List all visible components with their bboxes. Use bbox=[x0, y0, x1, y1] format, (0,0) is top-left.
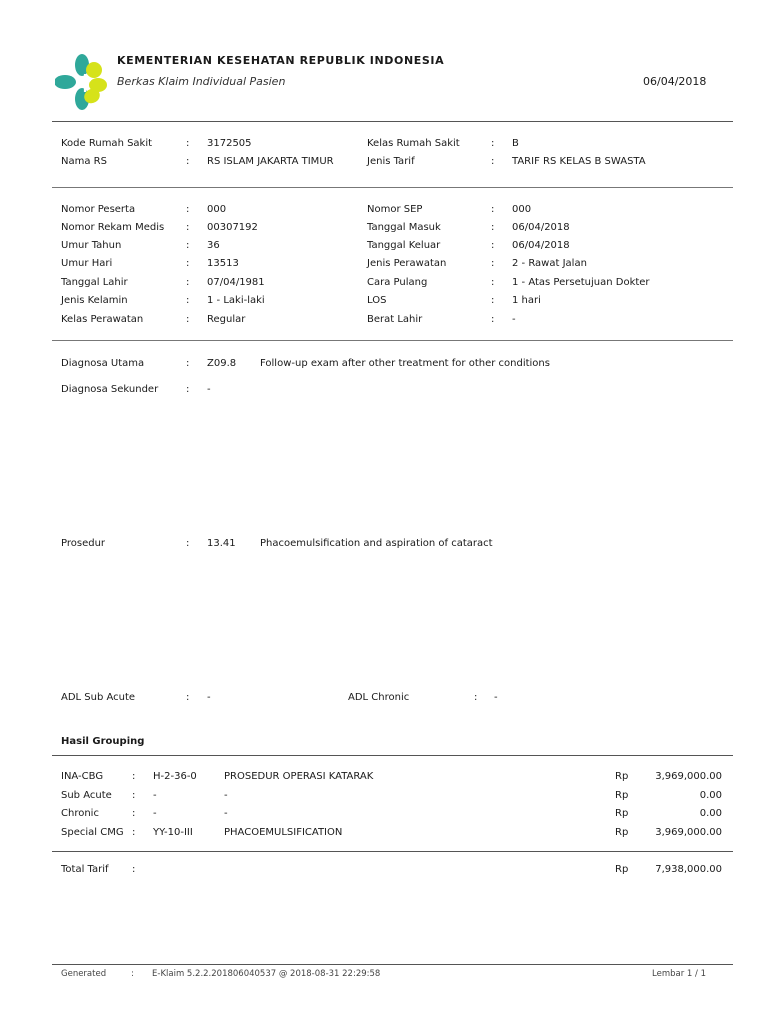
field-label: Jenis Tarif bbox=[367, 156, 415, 167]
field-value: 06/04/2018 bbox=[512, 222, 570, 233]
header-subtitle: Berkas Klaim Individual Pasien bbox=[117, 75, 286, 88]
field-label: Tanggal Keluar bbox=[367, 240, 441, 251]
field-label: Umur Tahun bbox=[61, 240, 122, 251]
header-date: 06/04/2018 bbox=[643, 75, 707, 88]
grouping-row-desc: - bbox=[224, 790, 228, 801]
field-value: 3172505 bbox=[207, 138, 252, 149]
field-label: Cara Pulang bbox=[367, 277, 428, 288]
total-label: Total Tarif bbox=[61, 864, 109, 875]
field-label: Jenis Perawatan bbox=[367, 258, 447, 269]
field-label: Jenis Kelamin bbox=[61, 295, 128, 306]
field-value: 2 - Rawat Jalan bbox=[512, 258, 587, 269]
field-label: Kelas Rumah Sakit bbox=[367, 138, 460, 149]
colon: : bbox=[132, 827, 136, 838]
colon: : bbox=[491, 156, 495, 167]
colon: : bbox=[491, 295, 495, 306]
diagnosis-primary-code: Z09.8 bbox=[207, 358, 237, 369]
colon: : bbox=[186, 222, 190, 233]
field-value: 000 bbox=[207, 204, 227, 215]
grouping-row-currency: Rp bbox=[615, 827, 629, 838]
field-value: 1 - Laki-laki bbox=[207, 295, 265, 306]
field-label: Nama RS bbox=[61, 156, 107, 167]
grouping-row-label: INA-CBG bbox=[61, 771, 104, 782]
grouping-row-currency: Rp bbox=[615, 808, 629, 819]
total-amount: 7,938,000.00 bbox=[655, 864, 722, 875]
grouping-row-desc: - bbox=[224, 808, 228, 819]
colon: : bbox=[186, 204, 190, 215]
total-currency: Rp bbox=[615, 864, 629, 875]
colon: : bbox=[186, 295, 190, 306]
colon: : bbox=[132, 808, 136, 819]
field-value: 00307192 bbox=[207, 222, 258, 233]
colon: : bbox=[474, 692, 478, 703]
footer-generated-label: Generated bbox=[61, 969, 107, 979]
field-label: Tanggal Lahir bbox=[61, 277, 128, 288]
diagnosis-secondary-value: - bbox=[207, 384, 211, 395]
field-value: 36 bbox=[207, 240, 220, 251]
grouping-row-code: H-2-36-0 bbox=[153, 771, 197, 782]
footer-page: Lembar 1 / 1 bbox=[652, 969, 706, 979]
colon: : bbox=[131, 969, 134, 979]
grouping-row-label: Special CMG bbox=[61, 827, 124, 838]
field-label: Nomor Peserta bbox=[61, 204, 136, 215]
colon: : bbox=[491, 240, 495, 251]
diagnosis-secondary-label: Diagnosa Sekunder bbox=[61, 384, 159, 395]
grouping-row-amount: 3,969,000.00 bbox=[655, 771, 722, 782]
divider bbox=[52, 851, 733, 852]
field-value: 06/04/2018 bbox=[512, 240, 570, 251]
colon: : bbox=[186, 358, 190, 369]
grouping-row-desc: PHACOEMULSIFICATION bbox=[224, 827, 343, 838]
field-value: 000 bbox=[512, 204, 532, 215]
divider bbox=[52, 121, 733, 122]
field-value: 07/04/1981 bbox=[207, 277, 265, 288]
colon: : bbox=[186, 138, 190, 149]
field-label: Nomor Rekam Medis bbox=[61, 222, 165, 233]
footer-divider bbox=[52, 964, 733, 965]
field-label: Tanggal Masuk bbox=[367, 222, 441, 233]
grouping-row-amount: 0.00 bbox=[699, 790, 722, 801]
field-value: - bbox=[512, 314, 516, 325]
diagnosis-primary-desc: Follow-up exam after other treatment for other conditions bbox=[260, 358, 550, 369]
field-value: RS ISLAM JAKARTA TIMUR bbox=[207, 156, 334, 167]
colon: : bbox=[186, 384, 190, 395]
grouping-row-label: Chronic bbox=[61, 808, 99, 819]
colon: : bbox=[491, 314, 495, 325]
colon: : bbox=[132, 790, 136, 801]
field-label: Kode Rumah Sakit bbox=[61, 138, 153, 149]
colon: : bbox=[186, 240, 190, 251]
grouping-row-amount: 0.00 bbox=[699, 808, 722, 819]
adl-sub-acute-value: - bbox=[207, 692, 211, 703]
adl-chronic-label: ADL Chronic bbox=[348, 692, 410, 703]
colon: : bbox=[186, 692, 190, 703]
divider bbox=[52, 340, 733, 341]
colon: : bbox=[491, 277, 495, 288]
colon: : bbox=[132, 864, 136, 875]
footer-generated-value: E-Klaim 5.2.2.201806040537 @ 2018-08-31 22:29:58 bbox=[152, 969, 381, 979]
colon: : bbox=[491, 204, 495, 215]
field-label: Berat Lahir bbox=[367, 314, 423, 325]
grouping-row-code: - bbox=[153, 808, 157, 819]
field-value: Regular bbox=[207, 314, 246, 325]
grouping-row-currency: Rp bbox=[615, 771, 629, 782]
grouping-title: Hasil Grouping bbox=[61, 736, 145, 747]
field-label: LOS bbox=[367, 295, 387, 306]
grouping-row-label: Sub Acute bbox=[61, 790, 112, 801]
colon: : bbox=[186, 258, 190, 269]
colon: : bbox=[491, 222, 495, 233]
grouping-row-amount: 3,969,000.00 bbox=[655, 827, 722, 838]
colon: : bbox=[186, 314, 190, 325]
grouping-row-code: YY-10-III bbox=[153, 827, 193, 838]
diagnosis-primary-label: Diagnosa Utama bbox=[61, 358, 145, 369]
field-value: B bbox=[512, 138, 519, 149]
field-value: 13513 bbox=[207, 258, 239, 269]
grouping-row-currency: Rp bbox=[615, 790, 629, 801]
grouping-row-desc: PROSEDUR OPERASI KATARAK bbox=[224, 771, 374, 782]
adl-chronic-value: - bbox=[494, 692, 498, 703]
colon: : bbox=[132, 771, 136, 782]
procedure-label: Prosedur bbox=[61, 538, 106, 549]
field-label: Umur Hari bbox=[61, 258, 113, 269]
field-value: 1 - Atas Persetujuan Dokter bbox=[512, 277, 650, 288]
field-label: Kelas Perawatan bbox=[61, 314, 144, 325]
procedure-desc: Phacoemulsification and aspiration of cataract bbox=[260, 538, 493, 549]
colon: : bbox=[491, 138, 495, 149]
divider bbox=[52, 187, 733, 188]
colon: : bbox=[186, 538, 190, 549]
header-title: KEMENTERIAN KESEHATAN REPUBLIK INDONESIA bbox=[117, 54, 445, 67]
colon: : bbox=[186, 277, 190, 288]
adl-sub-acute-label: ADL Sub Acute bbox=[61, 692, 136, 703]
grouping-row-code: - bbox=[153, 790, 157, 801]
divider bbox=[52, 755, 733, 756]
field-value: TARIF RS KELAS B SWASTA bbox=[512, 156, 646, 167]
field-value: 1 hari bbox=[512, 295, 541, 306]
colon: : bbox=[491, 258, 495, 269]
colon: : bbox=[186, 156, 190, 167]
field-label: Nomor SEP bbox=[367, 204, 423, 215]
procedure-code: 13.41 bbox=[207, 538, 236, 549]
kemenkes-logo-icon bbox=[55, 53, 109, 111]
